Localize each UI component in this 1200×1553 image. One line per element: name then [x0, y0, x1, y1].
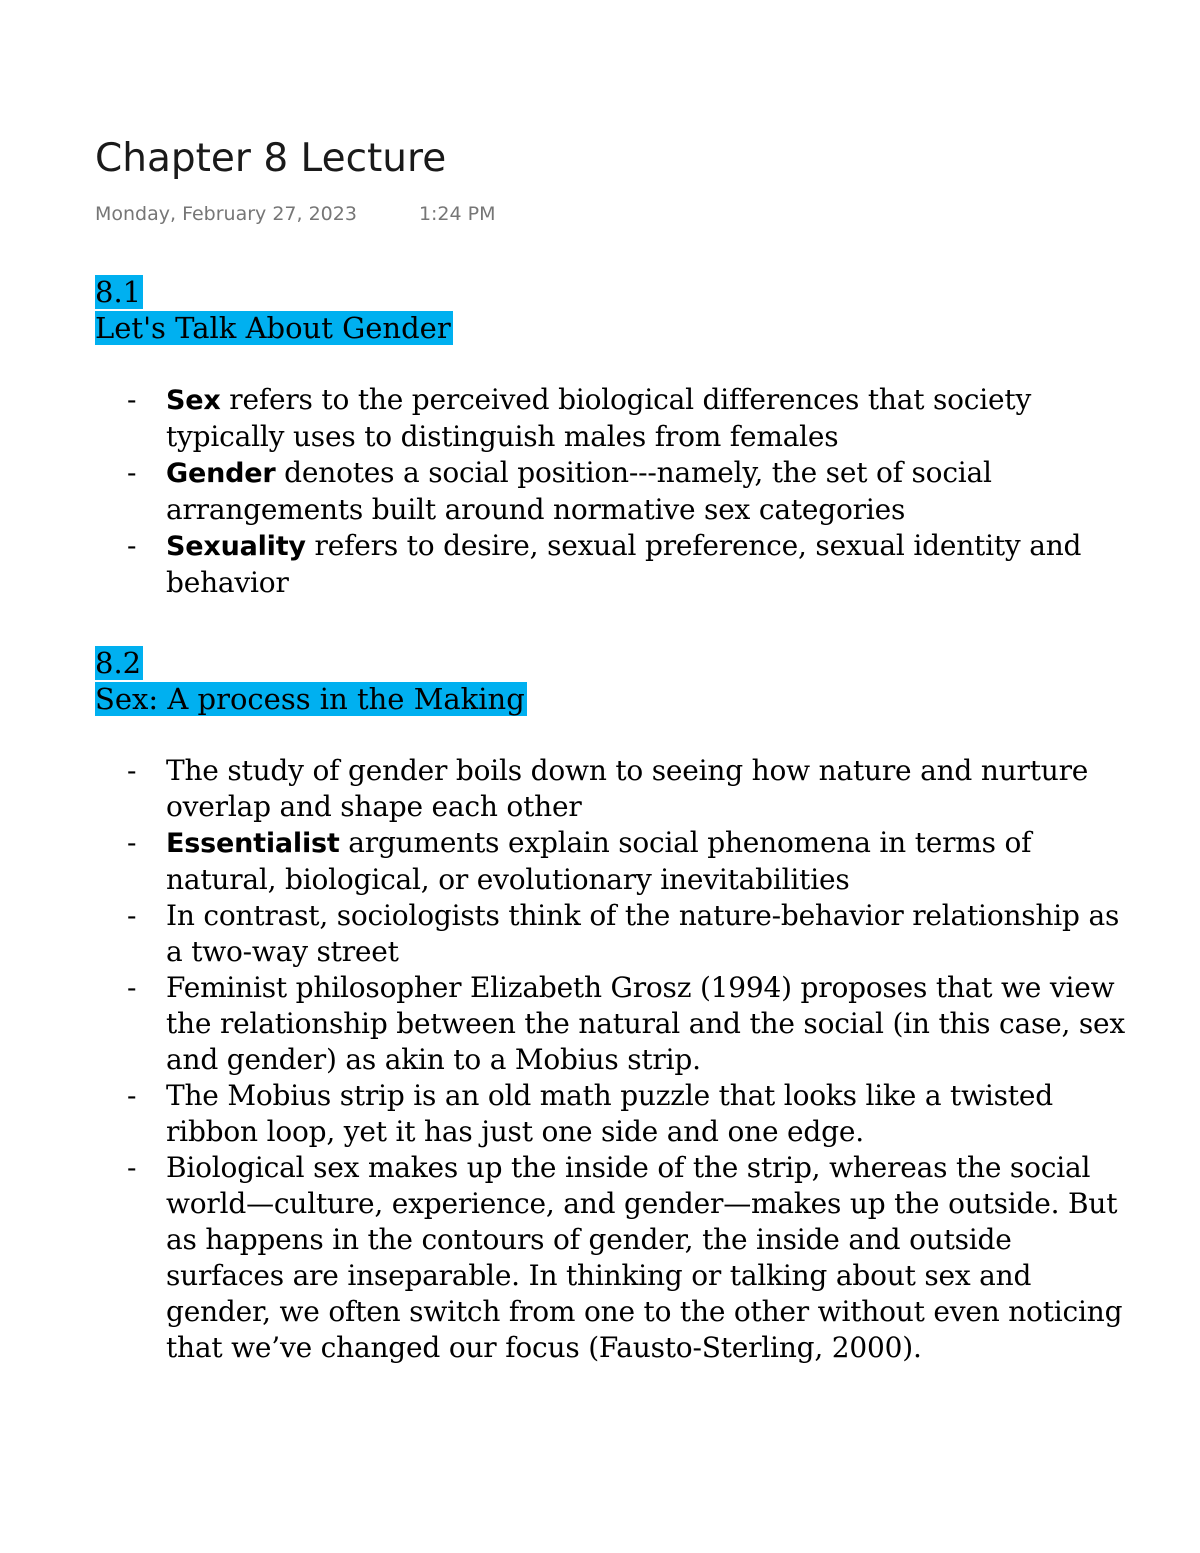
list-item [95, 1078, 1125, 1150]
bullet-dash: - [127, 1079, 137, 1112]
note-date: Monday, February 27, 2023 [95, 203, 357, 225]
section-title: Sex: A process in the Making [95, 682, 525, 716]
bullet-text: arguments explain social phenomena in terms of natural, biological, or evolutionary inevitabilities [166, 826, 1032, 896]
note-time: 1:24 PM [418, 203, 496, 225]
bullet-dash: - [127, 826, 137, 859]
bullet-text: refers to the perceived biological differences that society typically uses to distinguish males from females [166, 383, 1032, 453]
note-timestamp [95, 200, 1125, 228]
list-item [95, 1150, 1125, 1366]
bullet-dash: - [127, 1151, 137, 1184]
list-item [95, 753, 1125, 825]
bullet-text: Feminist philosopher Elizabeth Grosz (1994) proposes that we view the relationship between the natural and the social (in this case, sex and gender) as akin to a Mobius strip. [166, 971, 1126, 1076]
section-number: 8.2 [95, 646, 142, 680]
section-heading-8-1 [95, 274, 1125, 346]
bullet-dash: - [127, 971, 137, 1004]
bullet-list-8-2 [95, 753, 1125, 1366]
bold-term: Essentialist [166, 828, 340, 859]
bold-term: Gender [166, 458, 276, 489]
bullet-text: refers to desire, sexual preference, sexual identity and behavior [166, 529, 1082, 599]
note-page [95, 130, 1125, 1366]
bullet-dash: - [127, 456, 137, 489]
bullet-dash: - [127, 529, 137, 562]
list-item [95, 528, 1125, 601]
page-title: Chapter 8 Lecture [95, 136, 447, 181]
bullet-text: denotes a social position---namely, the set of social arrangements built around normative sex categories [166, 456, 992, 526]
bullet-dash: - [127, 899, 137, 932]
bold-term: Sex [166, 385, 221, 416]
list-item [95, 455, 1125, 528]
list-item [95, 825, 1125, 898]
section-number: 8.1 [95, 275, 142, 309]
bullet-text: The Mobius strip is an old math puzzle that looks like a twisted ribbon loop, yet it has just one side and one edge. [166, 1079, 1053, 1148]
list-item [95, 898, 1125, 970]
bullet-dash: - [127, 383, 137, 416]
bullet-list-8-1 [95, 382, 1125, 601]
bullet-text: The study of gender boils down to seeing how nature and nurture overlap and shape each other [166, 754, 1089, 823]
bullet-text: In contrast, sociologists think of the nature-behavior relationship as a two-way street [166, 899, 1120, 968]
bold-term: Sexuality [166, 531, 306, 562]
list-item [95, 382, 1125, 455]
bullet-text: Biological sex makes up the inside of the strip, whereas the social world—culture, experience, and gender—makes up the outside. But as happens in the contours of gender, the inside and outside surfaces are inseparable. In thinking or talking about sex and gender, we often switch from one to the other without even noticing that we’ve changed our focus (Fausto-Sterling, 2000). [166, 1151, 1123, 1364]
bullet-dash: - [127, 754, 137, 787]
section-heading-8-2 [95, 645, 1125, 717]
list-item [95, 970, 1125, 1078]
section-title: Let's Talk About Gender [95, 311, 451, 345]
